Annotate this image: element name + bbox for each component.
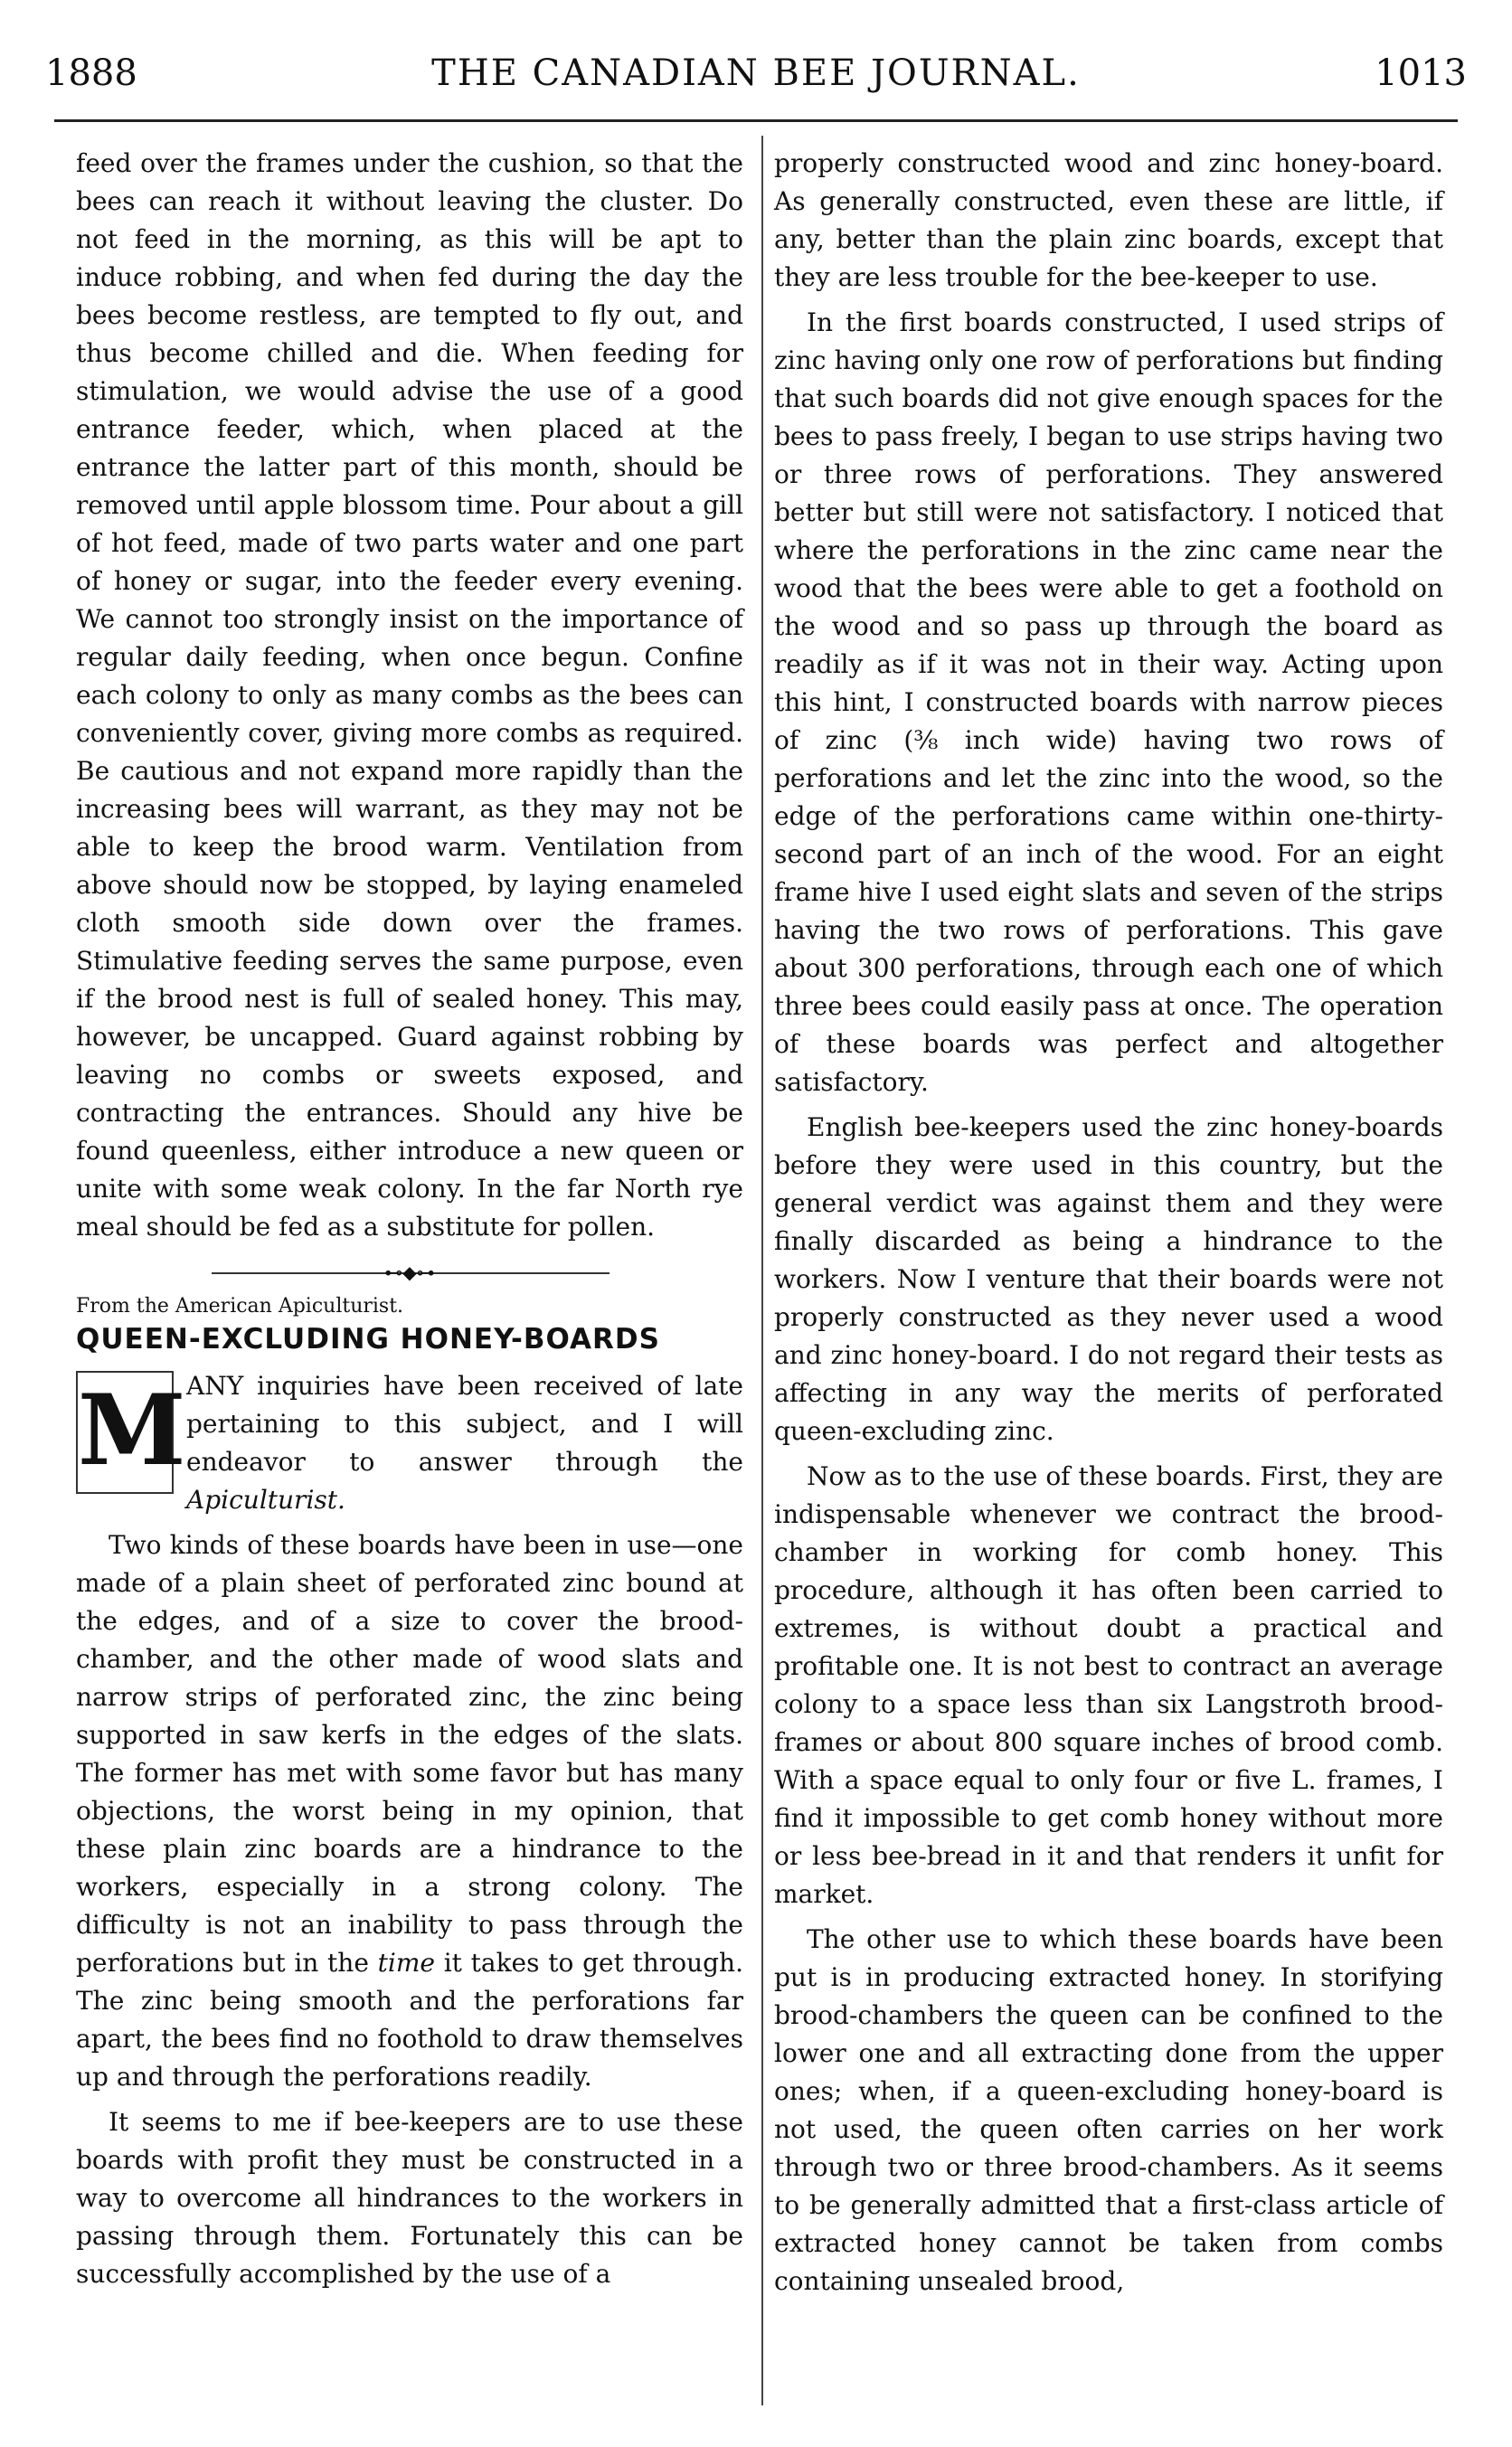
header-rule (54, 119, 1458, 122)
paragraph-text: Two kinds of these boards have been in use—one made of a plain sheet of perforated zinc bound at the edges, and of a size to cover the brood-chamber, and the other made of wood slats and narrow strips of perforated zinc, the zinc being supported in saw kerfs in the edges of the slats. The former has met with some favor but has many objections, the worst being in my opinion, that these plain zinc boards are a hindrance to the workers, especially in a strong colony. The difficulty is not an inability to pass through the perforations but in the (76, 1530, 743, 1978)
paragraph: The other use to which these boards have been put is in producing extracted honey. In storifying brood-chambers the queen can be confined to the lower one and all extracting done from the upper ones; when, if a queen-excluding honey-board is not used, the queen often carries on her work through two or three brood-chambers. As it seems to be generally admitted that a first-class article of extracted honey cannot be taken from combs containing unsealed brood, (774, 1924, 1443, 2296)
section-separator (76, 1259, 743, 1286)
paragraph: feed over the frames under the cushion, so that the bees can reach it without leaving the cluster. Do not feed in the morning, as this will be apt to induce robbing, and when fed during the day the bees become restless, are tempted to fly out, and thus become chilled and die. When feeding for stimulation, we would advise the use of a good entrance feeder, which, when placed at the entrance the latter part of this month, should be removed until apple blossom time. Pour about a gill of hot feed, made of two parts water and one part of honey or sugar, into the feeder every evening. We cannot too strongly insist on the importance of regular daily feeding, when once begun. Confine each colony to only as many combs as the bees can conveniently cover, giving more combs as required. Be cautious and not expand more rapidly than the increasing bees will warrant, as they may not be able to keep the brood warm. Ventilation from above should now be stopped, by laying enameled cloth smooth side down over the frames. Stimulative feeding serves the same purpose, even if the brood nest is full of sealed honey. This may, however, be uncapped. Guard against robbing by leaving no combs or sweets exposed, and contracting the entrances. Should any hive be found queenless, either introduce a new queen or unite with some weak colony. In the far North rye meal should be fed as a substitute for pollen. (76, 148, 743, 1242)
paragraph-text: ANY inquiries have been received of late pertaining to this subject, and I will endeavor to answer through the (186, 1371, 743, 1477)
paragraph: It seems to me if bee-keepers are to use these boards with profit they must be constructed in a way to overcome all hindrances to the workers in passing through them. Fortunately this can be successfully accomplished by the use of a (76, 2107, 743, 2289)
column-divider (761, 136, 763, 2405)
journal-title: THE CANADIAN BEE JOURNAL. (431, 52, 1081, 94)
separator-ornament: ⊷◆⊶ (384, 1261, 435, 1283)
article-heading: QUEEN-EXCLUDING HONEY-BOARDS (76, 1323, 660, 1356)
article-source: From the American Apiculturist. (76, 1295, 404, 1318)
paragraph: In the first boards constructed, I used strips of zinc having only one row of perforations but finding that such boards did not give enough spaces for the bees to pass freely, I began to use strips having two or three rows of perforations. They answered better but still were not satisfactory. I noticed that where the perforations in the zinc came near the wood that the bees were able to get a foothold on the wood and so pass up through the board as readily as if it was not in their way. Acting upon this hint, I constructed boards with narrow pieces of zinc (⅜ inch wide) having two rows of perforations and let the zinc into the wood, so the edge of the perforations came within one-thirty-second part of an inch of the wood. For an eight frame hive I used eight slats and seven of the strips having the two rows of perforations. This gave about 300 perforations, through each one of which three bees could easily pass at once. The operation of these boards was perfect and altogether satisfactory. (774, 307, 1443, 1097)
emphasis-text: time (377, 1948, 435, 1978)
paragraph: English bee-keepers used the zinc honey-boards before they were used in this country, but the general verdict was against them and they were finally discarded as being a hindrance to the workers. Now I venture that their boards were not properly constructed as they never used a wood and zinc honey-board. I do not regard their tests as affecting in any way the merits of perforated queen-excluding zinc. (774, 1112, 1443, 1446)
paragraph: Now as to the use of these boards. First, they are indispensable whenever we contract the brood-chamber in working for comb honey. This procedure, although it has often been carried to extremes, is without doubt a practical and profitable one. It is not best to contract an average colony to a space less than six Langstroth brood-frames or about 800 square inches of brood comb. With a space equal to only four or five L. frames, I find it impossible to get comb honey without more or less bee-bread in it and that renders it unfit for market. (774, 1461, 1443, 1909)
header-year: 1888 (45, 52, 137, 94)
page-header (45, 52, 1467, 116)
article-opening (76, 1367, 743, 1526)
drop-cap-letter: M (76, 1371, 174, 1494)
page-number: 1013 (1375, 52, 1467, 94)
right-column (774, 145, 1443, 2308)
publication-name: Apiculturist. (186, 1485, 345, 1515)
paragraph-text: it takes to get through. The zinc being smooth and the perforations far apart, the bees find no foothold to draw themselves up and through the perforations readily. (76, 1948, 743, 2092)
paragraph (76, 1526, 743, 2096)
paragraph: properly constructed wood and zinc honey-board. As generally constructed, even these are little, if any, better than the plain zinc boards, except that they are less trouble for the bee-keeper to use. (774, 148, 1443, 292)
left-column (76, 145, 743, 2301)
